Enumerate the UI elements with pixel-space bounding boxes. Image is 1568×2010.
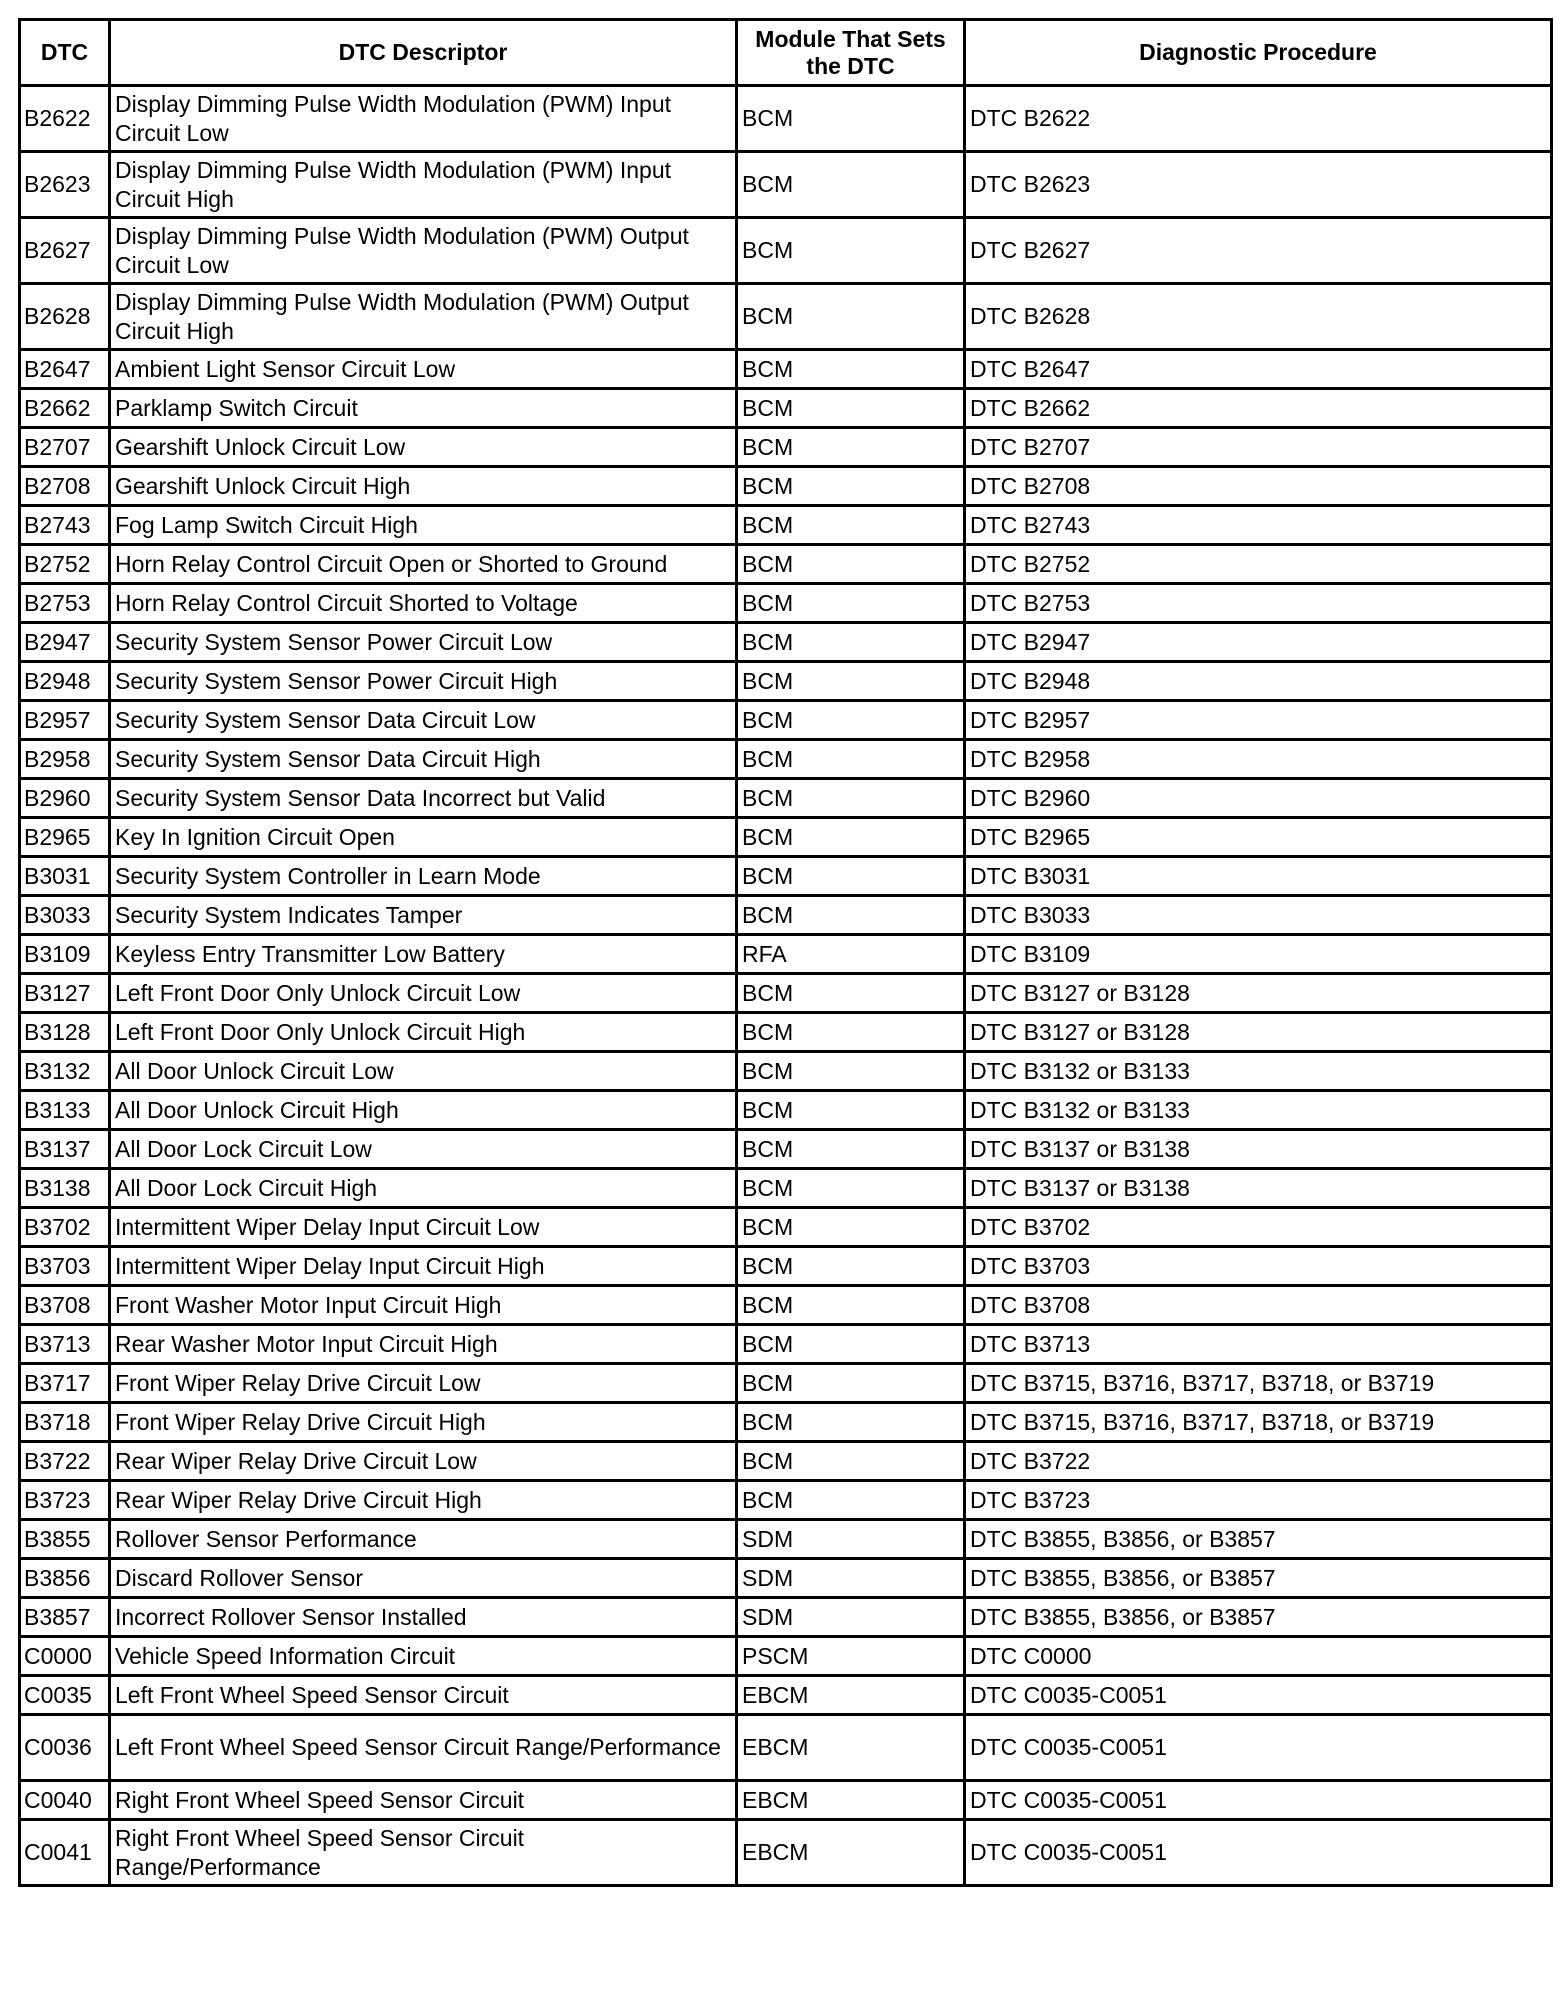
dtc-descriptor-cell: Horn Relay Control Circuit Open or Shorted to Ground xyxy=(110,545,737,584)
dtc-code-cell: B3138 xyxy=(20,1169,110,1208)
table-row xyxy=(20,1286,1552,1325)
module-cell: BCM xyxy=(737,86,965,152)
diagnostic-procedure-cell: DTC B2960 xyxy=(965,779,1552,818)
dtc-descriptor-cell: Right Front Wheel Speed Sensor Circuit xyxy=(110,1781,737,1820)
dtc-descriptor-cell: Rear Wiper Relay Drive Circuit Low xyxy=(110,1442,737,1481)
table-row xyxy=(20,1559,1552,1598)
diagnostic-procedure-cell: DTC B3132 or B3133 xyxy=(965,1052,1552,1091)
module-cell: BCM xyxy=(737,1442,965,1481)
diagnostic-procedure-cell: DTC B2947 xyxy=(965,623,1552,662)
table-row xyxy=(20,1781,1552,1820)
diagnostic-procedure-cell: DTC B3715, B3716, B3717, B3718, or B3719 xyxy=(965,1403,1552,1442)
dtc-descriptor-cell: All Door Lock Circuit High xyxy=(110,1169,737,1208)
table-row xyxy=(20,818,1552,857)
dtc-descriptor-cell: Display Dimming Pulse Width Modulation (PWM) Input Circuit Low xyxy=(110,86,737,152)
diagnostic-procedure-cell: DTC B3127 or B3128 xyxy=(965,974,1552,1013)
module-cell: EBCM xyxy=(737,1715,965,1781)
diagnostic-procedure-cell: DTC B2957 xyxy=(965,701,1552,740)
dtc-code-cell: C0000 xyxy=(20,1637,110,1676)
table-row xyxy=(20,584,1552,623)
dtc-code-cell: B3127 xyxy=(20,974,110,1013)
dtc-code-cell: C0041 xyxy=(20,1820,110,1886)
dtc-descriptor-cell: Display Dimming Pulse Width Modulation (PWM) Output Circuit Low xyxy=(110,218,737,284)
module-cell: BCM xyxy=(737,857,965,896)
dtc-descriptor-cell: Vehicle Speed Information Circuit xyxy=(110,1637,737,1676)
dtc-descriptor-cell: Horn Relay Control Circuit Shorted to Voltage xyxy=(110,584,737,623)
diagnostic-procedure-cell: DTC B2627 xyxy=(965,218,1552,284)
dtc-code-cell: B3133 xyxy=(20,1091,110,1130)
table-row xyxy=(20,1013,1552,1052)
dtc-code-cell: B2948 xyxy=(20,662,110,701)
module-cell: BCM xyxy=(737,428,965,467)
diagnostic-procedure-cell: DTC B2753 xyxy=(965,584,1552,623)
dtc-code-cell: B3137 xyxy=(20,1130,110,1169)
diagnostic-procedure-cell: DTC B3723 xyxy=(965,1481,1552,1520)
diagnostic-procedure-cell: DTC B3855, B3856, or B3857 xyxy=(965,1598,1552,1637)
header-descriptor: DTC Descriptor xyxy=(110,20,737,86)
dtc-code-cell: B3132 xyxy=(20,1052,110,1091)
dtc-descriptor-cell: Incorrect Rollover Sensor Installed xyxy=(110,1598,737,1637)
module-cell: BCM xyxy=(737,152,965,218)
diagnostic-procedure-cell: DTC B3033 xyxy=(965,896,1552,935)
dtc-descriptor-cell: Security System Sensor Power Circuit High xyxy=(110,662,737,701)
table-row xyxy=(20,623,1552,662)
dtc-descriptor-cell: Key In Ignition Circuit Open xyxy=(110,818,737,857)
module-cell: BCM xyxy=(737,1169,965,1208)
diagnostic-procedure-cell: DTC B2958 xyxy=(965,740,1552,779)
dtc-code-cell: B2628 xyxy=(20,284,110,350)
module-cell: BCM xyxy=(737,467,965,506)
dtc-code-cell: B2662 xyxy=(20,389,110,428)
header-procedure: Diagnostic Procedure xyxy=(965,20,1552,86)
dtc-code-cell: B3109 xyxy=(20,935,110,974)
dtc-code-cell: B3857 xyxy=(20,1598,110,1637)
module-cell: RFA xyxy=(737,935,965,974)
table-row xyxy=(20,1091,1552,1130)
module-cell: BCM xyxy=(737,1325,965,1364)
diagnostic-procedure-cell: DTC B3855, B3856, or B3857 xyxy=(965,1559,1552,1598)
module-cell: BCM xyxy=(737,1481,965,1520)
dtc-table xyxy=(18,18,1553,1887)
dtc-descriptor-cell: Display Dimming Pulse Width Modulation (PWM) Input Circuit High xyxy=(110,152,737,218)
dtc-code-cell: B2965 xyxy=(20,818,110,857)
module-cell: BCM xyxy=(737,1208,965,1247)
table-row xyxy=(20,1052,1552,1091)
table-row xyxy=(20,1130,1552,1169)
dtc-descriptor-cell: Left Front Wheel Speed Sensor Circuit xyxy=(110,1676,737,1715)
dtc-descriptor-cell: Left Front Door Only Unlock Circuit Low xyxy=(110,974,737,1013)
dtc-code-cell: B3033 xyxy=(20,896,110,935)
dtc-code-cell: B3128 xyxy=(20,1013,110,1052)
module-cell: SDM xyxy=(737,1520,965,1559)
dtc-descriptor-cell: Fog Lamp Switch Circuit High xyxy=(110,506,737,545)
dtc-descriptor-cell: All Door Lock Circuit Low xyxy=(110,1130,737,1169)
diagnostic-procedure-cell: DTC C0035-C0051 xyxy=(965,1676,1552,1715)
table-row xyxy=(20,896,1552,935)
diagnostic-procedure-cell: DTC B3702 xyxy=(965,1208,1552,1247)
module-cell: BCM xyxy=(737,1403,965,1442)
table-row xyxy=(20,1637,1552,1676)
dtc-descriptor-cell: Gearshift Unlock Circuit Low xyxy=(110,428,737,467)
dtc-code-cell: B2753 xyxy=(20,584,110,623)
diagnostic-procedure-cell: DTC B2662 xyxy=(965,389,1552,428)
dtc-code-cell: B2960 xyxy=(20,779,110,818)
dtc-descriptor-cell: Intermittent Wiper Delay Input Circuit Low xyxy=(110,1208,737,1247)
dtc-descriptor-cell: Front Washer Motor Input Circuit High xyxy=(110,1286,737,1325)
module-cell: BCM xyxy=(737,974,965,1013)
table-row xyxy=(20,1364,1552,1403)
dtc-descriptor-cell: Rollover Sensor Performance xyxy=(110,1520,737,1559)
table-row xyxy=(20,467,1552,506)
module-cell: EBCM xyxy=(737,1676,965,1715)
dtc-code-cell: B2947 xyxy=(20,623,110,662)
table-row xyxy=(20,218,1552,284)
diagnostic-procedure-cell: DTC C0035-C0051 xyxy=(965,1715,1552,1781)
diagnostic-procedure-cell: DTC B2708 xyxy=(965,467,1552,506)
module-cell: BCM xyxy=(737,662,965,701)
diagnostic-procedure-cell: DTC B3713 xyxy=(965,1325,1552,1364)
module-cell: BCM xyxy=(737,896,965,935)
table-row xyxy=(20,1442,1552,1481)
dtc-descriptor-cell: Security System Sensor Data Circuit High xyxy=(110,740,737,779)
dtc-descriptor-cell: Rear Washer Motor Input Circuit High xyxy=(110,1325,737,1364)
diagnostic-procedure-cell: DTC B2752 xyxy=(965,545,1552,584)
module-cell: BCM xyxy=(737,1286,965,1325)
header-dtc: DTC xyxy=(20,20,110,86)
table-row xyxy=(20,1598,1552,1637)
dtc-code-cell: B3855 xyxy=(20,1520,110,1559)
dtc-descriptor-cell: All Door Unlock Circuit Low xyxy=(110,1052,737,1091)
dtc-code-cell: B2752 xyxy=(20,545,110,584)
dtc-descriptor-cell: Left Front Door Only Unlock Circuit High xyxy=(110,1013,737,1052)
dtc-code-cell: B3717 xyxy=(20,1364,110,1403)
header-row xyxy=(20,20,1552,86)
diagnostic-procedure-cell: DTC B3031 xyxy=(965,857,1552,896)
table-header xyxy=(20,20,1552,86)
table-row xyxy=(20,389,1552,428)
dtc-code-cell: B3723 xyxy=(20,1481,110,1520)
module-cell: BCM xyxy=(737,818,965,857)
table-row xyxy=(20,974,1552,1013)
header-module: Module That Sets the DTC xyxy=(737,20,965,86)
diagnostic-procedure-cell: DTC B3137 or B3138 xyxy=(965,1169,1552,1208)
dtc-descriptor-cell: Security System Indicates Tamper xyxy=(110,896,737,935)
module-cell: BCM xyxy=(737,506,965,545)
module-cell: BCM xyxy=(737,284,965,350)
diagnostic-procedure-cell: DTC B2623 xyxy=(965,152,1552,218)
table-row xyxy=(20,701,1552,740)
table-row xyxy=(20,935,1552,974)
table-row xyxy=(20,428,1552,467)
module-cell: BCM xyxy=(737,740,965,779)
table-row xyxy=(20,1520,1552,1559)
dtc-descriptor-cell: Discard Rollover Sensor xyxy=(110,1559,737,1598)
dtc-code-cell: B3722 xyxy=(20,1442,110,1481)
table-row xyxy=(20,1676,1552,1715)
table-row xyxy=(20,284,1552,350)
diagnostic-procedure-cell: DTC B3855, B3856, or B3857 xyxy=(965,1520,1552,1559)
dtc-descriptor-cell: Gearshift Unlock Circuit High xyxy=(110,467,737,506)
module-cell: EBCM xyxy=(737,1781,965,1820)
diagnostic-procedure-cell: DTC B3127 or B3128 xyxy=(965,1013,1552,1052)
diagnostic-procedure-cell: DTC B3109 xyxy=(965,935,1552,974)
dtc-descriptor-cell: Security System Sensor Data Incorrect but Valid xyxy=(110,779,737,818)
dtc-code-cell: B3713 xyxy=(20,1325,110,1364)
diagnostic-procedure-cell: DTC B2622 xyxy=(965,86,1552,152)
dtc-code-cell: B2623 xyxy=(20,152,110,218)
diagnostic-procedure-cell: DTC B3708 xyxy=(965,1286,1552,1325)
table-row xyxy=(20,857,1552,896)
dtc-code-cell: C0036 xyxy=(20,1715,110,1781)
module-cell: BCM xyxy=(737,623,965,662)
table-row xyxy=(20,779,1552,818)
diagnostic-procedure-cell: DTC B2628 xyxy=(965,284,1552,350)
diagnostic-procedure-cell: DTC C0035-C0051 xyxy=(965,1781,1552,1820)
table-row xyxy=(20,1820,1552,1886)
dtc-code-cell: B2622 xyxy=(20,86,110,152)
module-cell: BCM xyxy=(737,1130,965,1169)
dtc-code-cell: B2707 xyxy=(20,428,110,467)
dtc-descriptor-cell: All Door Unlock Circuit High xyxy=(110,1091,737,1130)
module-cell: PSCM xyxy=(737,1637,965,1676)
dtc-descriptor-cell: Right Front Wheel Speed Sensor Circuit Range/Performance xyxy=(110,1820,737,1886)
module-cell: BCM xyxy=(737,584,965,623)
table-row xyxy=(20,1325,1552,1364)
dtc-code-cell: B3702 xyxy=(20,1208,110,1247)
dtc-descriptor-cell: Ambient Light Sensor Circuit Low xyxy=(110,350,737,389)
module-cell: SDM xyxy=(737,1598,965,1637)
dtc-descriptor-cell: Security System Sensor Power Circuit Low xyxy=(110,623,737,662)
table-row xyxy=(20,152,1552,218)
table-row xyxy=(20,545,1552,584)
dtc-descriptor-cell: Display Dimming Pulse Width Modulation (PWM) Output Circuit High xyxy=(110,284,737,350)
table-row xyxy=(20,740,1552,779)
table-row xyxy=(20,1481,1552,1520)
dtc-code-cell: B3703 xyxy=(20,1247,110,1286)
diagnostic-procedure-cell: DTC C0035-C0051 xyxy=(965,1820,1552,1886)
dtc-descriptor-cell: Security System Controller in Learn Mode xyxy=(110,857,737,896)
dtc-code-cell: B2957 xyxy=(20,701,110,740)
dtc-descriptor-cell: Keyless Entry Transmitter Low Battery xyxy=(110,935,737,974)
table-row xyxy=(20,1247,1552,1286)
table-row xyxy=(20,506,1552,545)
module-cell: BCM xyxy=(737,779,965,818)
table-row xyxy=(20,1169,1552,1208)
table-row xyxy=(20,1208,1552,1247)
table-row xyxy=(20,1403,1552,1442)
module-cell: BCM xyxy=(737,1052,965,1091)
module-cell: BCM xyxy=(737,218,965,284)
module-cell: BCM xyxy=(737,350,965,389)
diagnostic-procedure-cell: DTC B3137 or B3138 xyxy=(965,1130,1552,1169)
dtc-descriptor-cell: Parklamp Switch Circuit xyxy=(110,389,737,428)
table-row xyxy=(20,662,1552,701)
module-cell: BCM xyxy=(737,1091,965,1130)
diagnostic-procedure-cell: DTC B3703 xyxy=(965,1247,1552,1286)
diagnostic-procedure-cell: DTC C0000 xyxy=(965,1637,1552,1676)
diagnostic-procedure-cell: DTC B2647 xyxy=(965,350,1552,389)
diagnostic-procedure-cell: DTC B3715, B3716, B3717, B3718, or B3719 xyxy=(965,1364,1552,1403)
dtc-code-cell: B2708 xyxy=(20,467,110,506)
module-cell: BCM xyxy=(737,545,965,584)
diagnostic-procedure-cell: DTC B3132 or B3133 xyxy=(965,1091,1552,1130)
dtc-code-cell: B3856 xyxy=(20,1559,110,1598)
module-cell: BCM xyxy=(737,389,965,428)
dtc-descriptor-cell: Front Wiper Relay Drive Circuit High xyxy=(110,1403,737,1442)
diagnostic-procedure-cell: DTC B3722 xyxy=(965,1442,1552,1481)
dtc-descriptor-cell: Rear Wiper Relay Drive Circuit High xyxy=(110,1481,737,1520)
dtc-code-cell: B2958 xyxy=(20,740,110,779)
dtc-code-cell: B3718 xyxy=(20,1403,110,1442)
module-cell: BCM xyxy=(737,1013,965,1052)
table-row xyxy=(20,86,1552,152)
module-cell: EBCM xyxy=(737,1820,965,1886)
module-cell: BCM xyxy=(737,1247,965,1286)
dtc-descriptor-cell: Left Front Wheel Speed Sensor Circuit Range/Performance xyxy=(110,1715,737,1781)
dtc-code-cell: B3031 xyxy=(20,857,110,896)
module-cell: BCM xyxy=(737,1364,965,1403)
diagnostic-procedure-cell: DTC B2965 xyxy=(965,818,1552,857)
dtc-descriptor-cell: Security System Sensor Data Circuit Low xyxy=(110,701,737,740)
diagnostic-procedure-cell: DTC B2743 xyxy=(965,506,1552,545)
dtc-descriptor-cell: Intermittent Wiper Delay Input Circuit High xyxy=(110,1247,737,1286)
table-body xyxy=(20,86,1552,1886)
table-row xyxy=(20,350,1552,389)
dtc-code-cell: B2743 xyxy=(20,506,110,545)
module-cell: SDM xyxy=(737,1559,965,1598)
module-cell: BCM xyxy=(737,701,965,740)
table-row xyxy=(20,1715,1552,1781)
dtc-code-cell: B2647 xyxy=(20,350,110,389)
diagnostic-procedure-cell: DTC B2707 xyxy=(965,428,1552,467)
dtc-descriptor-cell: Front Wiper Relay Drive Circuit Low xyxy=(110,1364,737,1403)
dtc-code-cell: C0035 xyxy=(20,1676,110,1715)
dtc-code-cell: C0040 xyxy=(20,1781,110,1820)
dtc-code-cell: B2627 xyxy=(20,218,110,284)
dtc-code-cell: B3708 xyxy=(20,1286,110,1325)
diagnostic-procedure-cell: DTC B2948 xyxy=(965,662,1552,701)
